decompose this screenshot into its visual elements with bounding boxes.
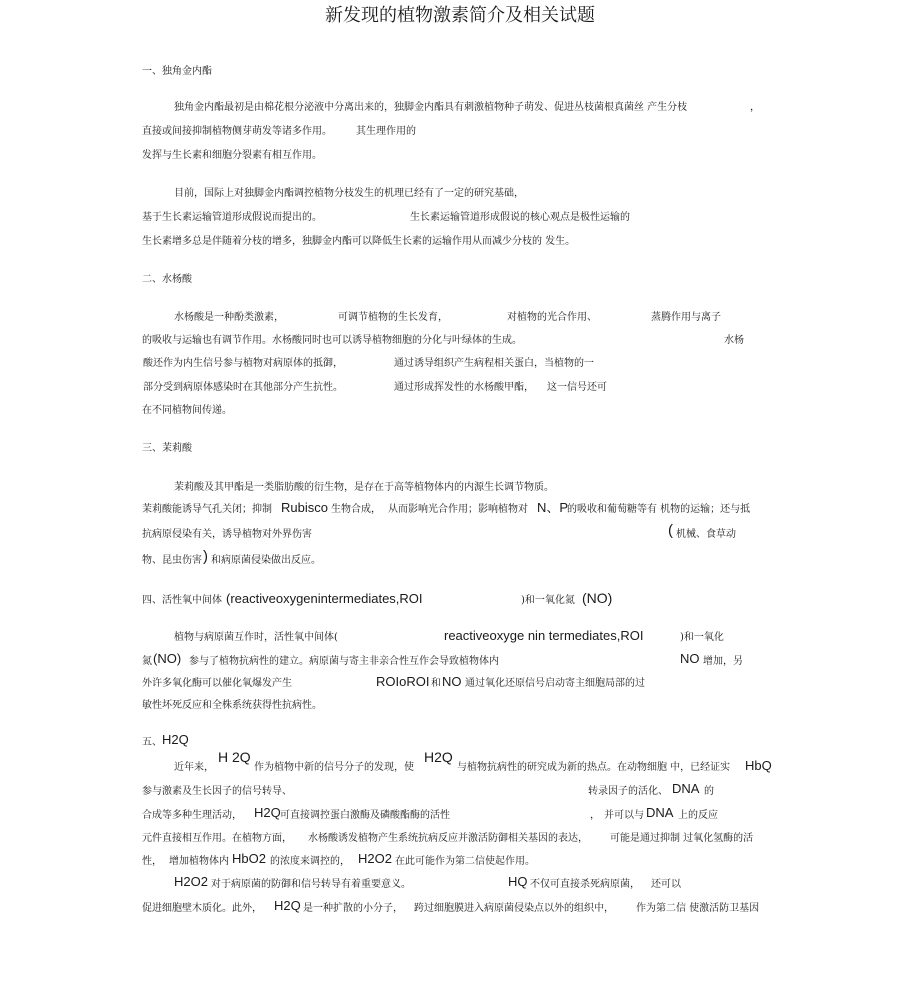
s5-text: H 2Q	[218, 749, 251, 765]
s2-text: 水杨	[724, 335, 744, 346]
s2-text: 的吸收与运输也有调节作用。水杨酸同时也可以诱导植物细胞的分化与叶绿体的生成。	[142, 335, 522, 346]
s5-text: 促进细胞壁木质化。此外，	[142, 903, 262, 914]
s2-text: 通过形成挥发性的水杨酸甲酯，	[394, 382, 534, 393]
s3-text: 茉莉酸能诱导气孔关闭；抑制	[142, 504, 272, 515]
s4-text: 增加，另	[703, 656, 743, 667]
s5-text: 并可以与	[604, 810, 644, 821]
s3-text: 的吸收和葡萄糖等有 机物的运输；还与抵	[567, 504, 751, 515]
s4-text: ROIoROI	[376, 674, 430, 689]
s5-text: 不仅可直接杀死病原菌，	[530, 879, 640, 890]
s1-p1-comma: ，	[750, 102, 760, 113]
s4-text: NO	[680, 651, 700, 666]
s5-text: 近年来，	[174, 762, 214, 773]
s3-text: 和病原菌侵染做出反应。	[211, 555, 321, 566]
s5-text: 在此可能作为第二信使起作用。	[395, 856, 535, 867]
section-5-heading: H2Q	[162, 732, 189, 747]
s5-text: H2Q	[424, 749, 453, 765]
s4-text: (NO)	[153, 651, 182, 666]
s3-text: (	[668, 522, 673, 539]
page-title: 新发现的植物激素简介及相关试题	[325, 5, 595, 26]
s5-text: 还可以	[651, 879, 681, 890]
s3-text: 物、昆虫伤害	[142, 555, 202, 566]
s5-text: H2Q	[274, 898, 301, 913]
s5-text: ，	[590, 810, 600, 821]
s1-p1-line3: 发挥与生长素和细胞分裂素有相互作用。	[142, 150, 322, 161]
s4-text: 植物与病原菌互作时，活性氧中间体(	[174, 632, 338, 643]
s2-text: 酸还作为内生信号参与植物对病原体的抵御，	[143, 358, 343, 369]
s2-text: 水杨酸是一种酚类激素，	[174, 312, 284, 323]
s5-text: H2O2	[358, 851, 392, 866]
s1-p2-line1: 目前，国际上对独脚金内酯调控植物分枝发生的机理已经有了一定的研究基础，	[174, 188, 524, 199]
s4-text: reactiveoxyge nin termediates,ROI	[444, 628, 644, 643]
s3-text: Rubisco	[281, 500, 328, 515]
s5-text: 作为植物中新的信号分子的发现，使	[254, 762, 414, 773]
s4-text: 氮	[142, 656, 152, 667]
s1-p2-line3: 生长素增多总是伴随着分枝的增多，独脚金内酯可以降低生长素的运输作用从而减少分枝的 发生。	[142, 236, 576, 247]
s2-text: 在不同植物间传递。	[142, 405, 232, 416]
s3-text: N、P	[537, 500, 569, 515]
section-3-heading: 三、茉莉酸	[142, 443, 192, 454]
s5-text: 转录因子的活化、	[588, 786, 668, 797]
s3-text: 机械、食草动	[676, 529, 736, 540]
s4-text: NO	[442, 674, 462, 689]
section-1-heading: 一、独角金内酯	[142, 66, 212, 77]
s3-text: 抗病原侵染有关，诱导植物对外界伤害	[142, 529, 312, 540]
s1-p2-line2: 基于生长素运输管道形成假说而提出的。	[142, 212, 322, 223]
s4-text: 通过氧化还原信号启动寄主细胞局部的过	[465, 678, 645, 689]
s5-text: 元件直接相互作用。在植物方面，	[142, 833, 292, 844]
s1-p1-line2: 直接或间接抑制植物侧芽萌发等诸多作用。	[142, 126, 332, 137]
s5-text: 性，	[142, 856, 162, 867]
s5-text: H2Q	[254, 805, 281, 820]
s5-text: HQ	[508, 874, 528, 889]
s4-text: 参与了植物抗病性的建立。病原菌与寄主非亲合性互作会导致植物体内	[189, 656, 499, 667]
s3-text: 从而影响光合作用；影响植物对	[388, 504, 528, 515]
section-4-heading: )和一氧化氮	[521, 595, 575, 606]
s5-text: DNA	[672, 781, 700, 796]
s4-text: 敏性坏死反应和全株系统获得性抗病性。	[142, 700, 322, 711]
section-5-heading: 五、	[142, 737, 162, 748]
s2-text: 这一信号还可	[547, 382, 607, 393]
s5-text: DNA	[646, 805, 674, 820]
s5-text: HbQ	[745, 758, 772, 773]
s1-p2-line2b: 生长素运输管道形成假说的核心观点是极性运输的	[410, 212, 630, 223]
s5-text: 的	[704, 786, 714, 797]
s2-text: 蒸腾作用与离子	[651, 312, 721, 323]
s2-text: 对植物的光合作用、	[507, 312, 597, 323]
s5-text: 水杨酸诱发植物产生系统抗病反应并激活防御相关基因的表达，	[308, 833, 588, 844]
s5-text: 的浓度来调控的，	[270, 856, 350, 867]
section-4-heading: (reactiveoxygenintermediates,ROI	[226, 591, 423, 606]
section-2-heading: 二、水杨酸	[142, 274, 192, 285]
s5-text: 作为第二信 使激活防卫基因	[636, 903, 760, 914]
s5-text: 增加植物体内	[169, 856, 229, 867]
s5-text: 上的反应	[678, 810, 718, 821]
s3-text: 茉莉酸及其甲酯是一类脂肪酸的衍生物，是存在于高等植物体内的内源生长调节物质。	[174, 482, 554, 493]
section-4-heading: 四、活性氧中间体	[142, 595, 222, 606]
s5-text: 是一种扩散的小分子，	[303, 903, 403, 914]
s4-text: 外许多氧化酶可以催化氧爆发产生	[142, 678, 292, 689]
s5-text: HbO2	[232, 851, 266, 866]
section-4-heading: (NO)	[582, 590, 613, 606]
s2-text: 通过诱导组织产生病程相关蛋白，当植物的一	[394, 358, 594, 369]
s3-text: )	[203, 548, 208, 565]
s2-text: 部分受到病原体感染时在其他部分产生抗性。	[143, 382, 343, 393]
s5-text: 跨过细胞膜进入病原菌侵染点以外的组织中，	[414, 903, 614, 914]
s5-text: 合成等多种生理活动，	[142, 810, 242, 821]
s5-text: 与植物抗病性的研究成为新的热点。在动物细胞 中，已经证实	[457, 762, 731, 773]
s5-text: 参与激素及生长因子的信号转导、	[142, 786, 292, 797]
s5-text: 对于病原菌的防御和信号转导有着重要意义。	[211, 879, 411, 890]
s5-text: 可直接调控蛋白激酶及磷酸酯酶的活性	[280, 810, 450, 821]
s4-text: 和	[431, 678, 441, 689]
s3-text: 生物合成，	[331, 504, 381, 515]
s5-text: H2O2	[174, 874, 208, 889]
s2-text: 可调节植物的生长发育，	[338, 312, 448, 323]
s1-p1-line2b: 其生理作用的	[356, 126, 416, 137]
s5-text: 可能是通过抑制 过氧化氢酶的活	[610, 833, 754, 844]
s4-text: )和一氧化	[680, 632, 724, 643]
s1-p1-line1: 独角金内酯最初是由棉花根分泌液中分离出来的，独脚金内酯具有刺激植物种子萌发、促进丛枝菌根真菌丝 产生分枝	[174, 102, 688, 113]
